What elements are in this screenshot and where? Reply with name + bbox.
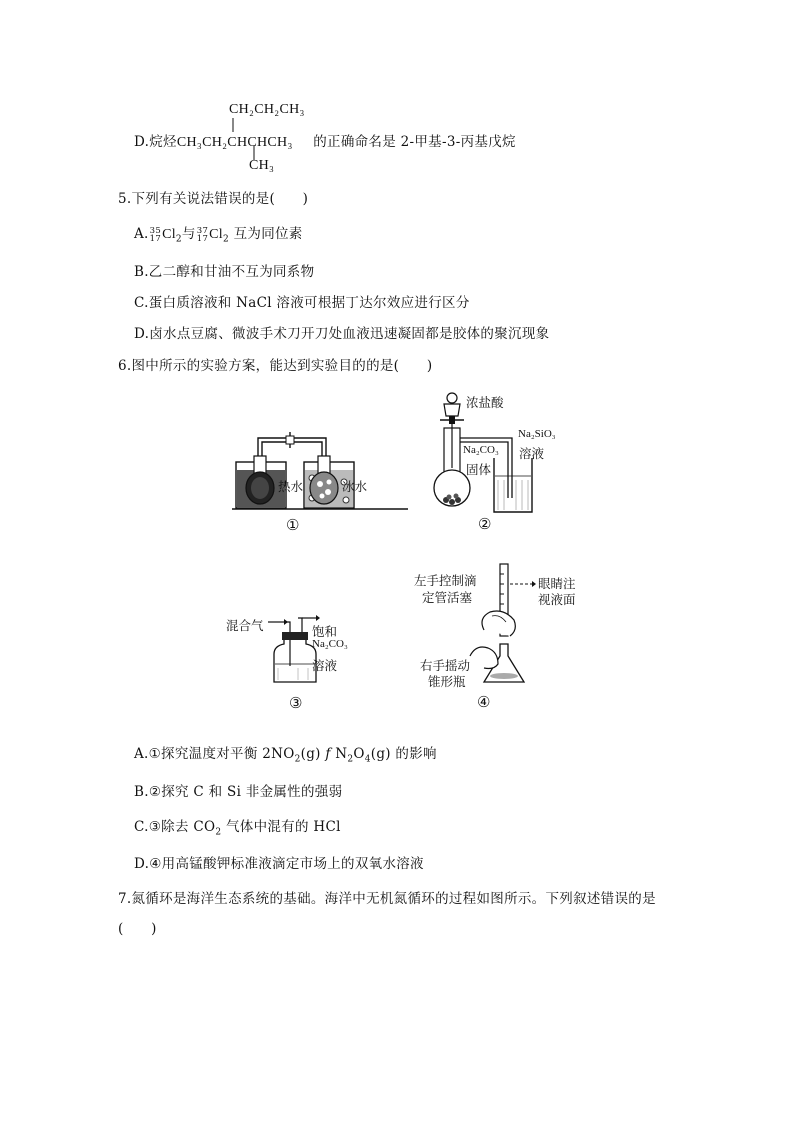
top-chain-group: CH₂CH₂CH₃	[229, 102, 305, 117]
q7-stem: 7.氮循环是海洋生态系统的基础。海洋中无机氮循环的过程如图所示。下列叙述错误的是	[118, 891, 656, 907]
q6-c-prefix: C.	[134, 819, 149, 835]
solution-label: 溶液	[519, 446, 545, 461]
isotope2-z: 17	[196, 233, 209, 244]
q7-answer-paren: ( )	[118, 921, 157, 937]
q6-option-c	[134, 815, 341, 838]
solution-label-3: 溶液	[312, 658, 338, 673]
left-hand-label-2: 定管活塞	[422, 590, 473, 605]
q6-option-a	[134, 742, 437, 765]
q6-a-text4: O	[353, 746, 365, 762]
equilibrium-arrow-glyph: f	[325, 746, 331, 762]
figure-3-number: ③	[289, 696, 303, 712]
solid-label: 固体	[466, 462, 492, 477]
q6-option-b	[134, 780, 342, 800]
isotope2-count: 2	[222, 234, 230, 245]
q5-stem: 5.下列有关说法错误的是( )	[118, 191, 309, 207]
figure-4-number: ④	[477, 695, 491, 711]
mixed-gas-label: 混合气	[226, 618, 264, 633]
option-4d-prefix: D.烷烃	[134, 134, 177, 150]
q6-b-num: ②	[148, 784, 162, 800]
q6-a-sub3: 4	[364, 754, 371, 765]
option-4d-suffix: 的正确命名是 2-甲基-3-丙基戊烷	[313, 134, 516, 150]
q6-a-sub2: 2	[347, 754, 354, 765]
right-hand-label-2: 锥形瓶	[428, 674, 466, 689]
q5-a-mid: 与	[181, 226, 196, 242]
hot-water-label: 热水	[278, 479, 304, 494]
q6-c-text2: 气体中混有的 HCl	[221, 819, 341, 835]
q6-stem: 6.图中所示的实验方案，能达到实验目的的是( )	[118, 358, 433, 374]
conc-hcl-label: 浓盐酸	[466, 395, 504, 410]
q6-a-num: ①	[148, 746, 162, 762]
na2sio3-label: Na₂SiO₃	[518, 428, 556, 440]
na2co3-solution-formula: Na₂CO₃	[312, 638, 348, 650]
q5-option-a	[134, 222, 303, 245]
q6-b-text: 探究 C 和 Si 非金属性的强弱	[161, 784, 343, 800]
q6-c-sub: 2	[215, 827, 222, 838]
na2co3-label: Na₂CO₃	[463, 444, 499, 456]
isotope1-z: 17	[149, 233, 162, 244]
q6-a-prefix: A.	[134, 746, 149, 762]
eye-label-1: 眼睛注	[538, 576, 576, 591]
isotope1-mass: 35	[149, 225, 162, 236]
figure-1-number: ①	[286, 518, 300, 534]
q6-a-text5: (g) 的影响	[370, 746, 437, 762]
q6-b-prefix: B.	[134, 784, 149, 800]
q6-d-prefix: D.	[134, 856, 150, 872]
figure-2-number: ②	[478, 517, 492, 533]
saturated-label: 饱和	[312, 624, 338, 639]
bottom-methyl-group: CH₃	[249, 158, 275, 173]
q5-a-suffix: 互为同位素	[233, 226, 303, 242]
q6-a-text2: (g)	[300, 746, 326, 762]
figure-2-apparatus	[430, 388, 580, 518]
q6-d-text: 用高锰酸钾标准液滴定市场上的双氧水溶液	[161, 856, 424, 872]
q6-c-text1: 除去 CO	[161, 819, 216, 835]
figure-1-apparatus	[232, 426, 412, 516]
option-4d	[134, 130, 516, 151]
q6-d-num: ④	[149, 856, 162, 872]
q5-option-b: B.乙二醇和甘油不互为同系物	[134, 264, 315, 280]
q6-a-text3: N	[330, 746, 348, 762]
right-hand-label-1: 右手摇动	[420, 658, 471, 673]
isotope1-count: 2	[175, 234, 182, 245]
q5-option-c: C.蛋白质溶液和 NaCl 溶液可根据丁达尔效应进行区分	[134, 295, 470, 311]
q6-a-text1: 探究温度对平衡 2NO	[161, 746, 295, 762]
isotope2-symbol: Cl	[209, 227, 223, 242]
isotope2-mass: 37	[196, 225, 209, 236]
q6-option-d	[134, 852, 424, 872]
isotope1-symbol: Cl	[162, 227, 176, 242]
main-chain: CH₃CH₂CHCHCH₃	[176, 135, 293, 150]
eye-label-2: 视液面	[538, 592, 576, 607]
q6-a-sub1: 2	[294, 754, 301, 765]
ice-water-label: 冰水	[342, 479, 368, 494]
q6-c-num: ③	[148, 819, 162, 835]
q5-a-prefix: A.	[134, 226, 149, 242]
q5-option-d: D.卤水点豆腐、微波手术刀开刀处血液迅速凝固都是胶体的聚沉现象	[134, 326, 550, 342]
left-hand-label-1: 左手控制滴	[414, 573, 477, 588]
